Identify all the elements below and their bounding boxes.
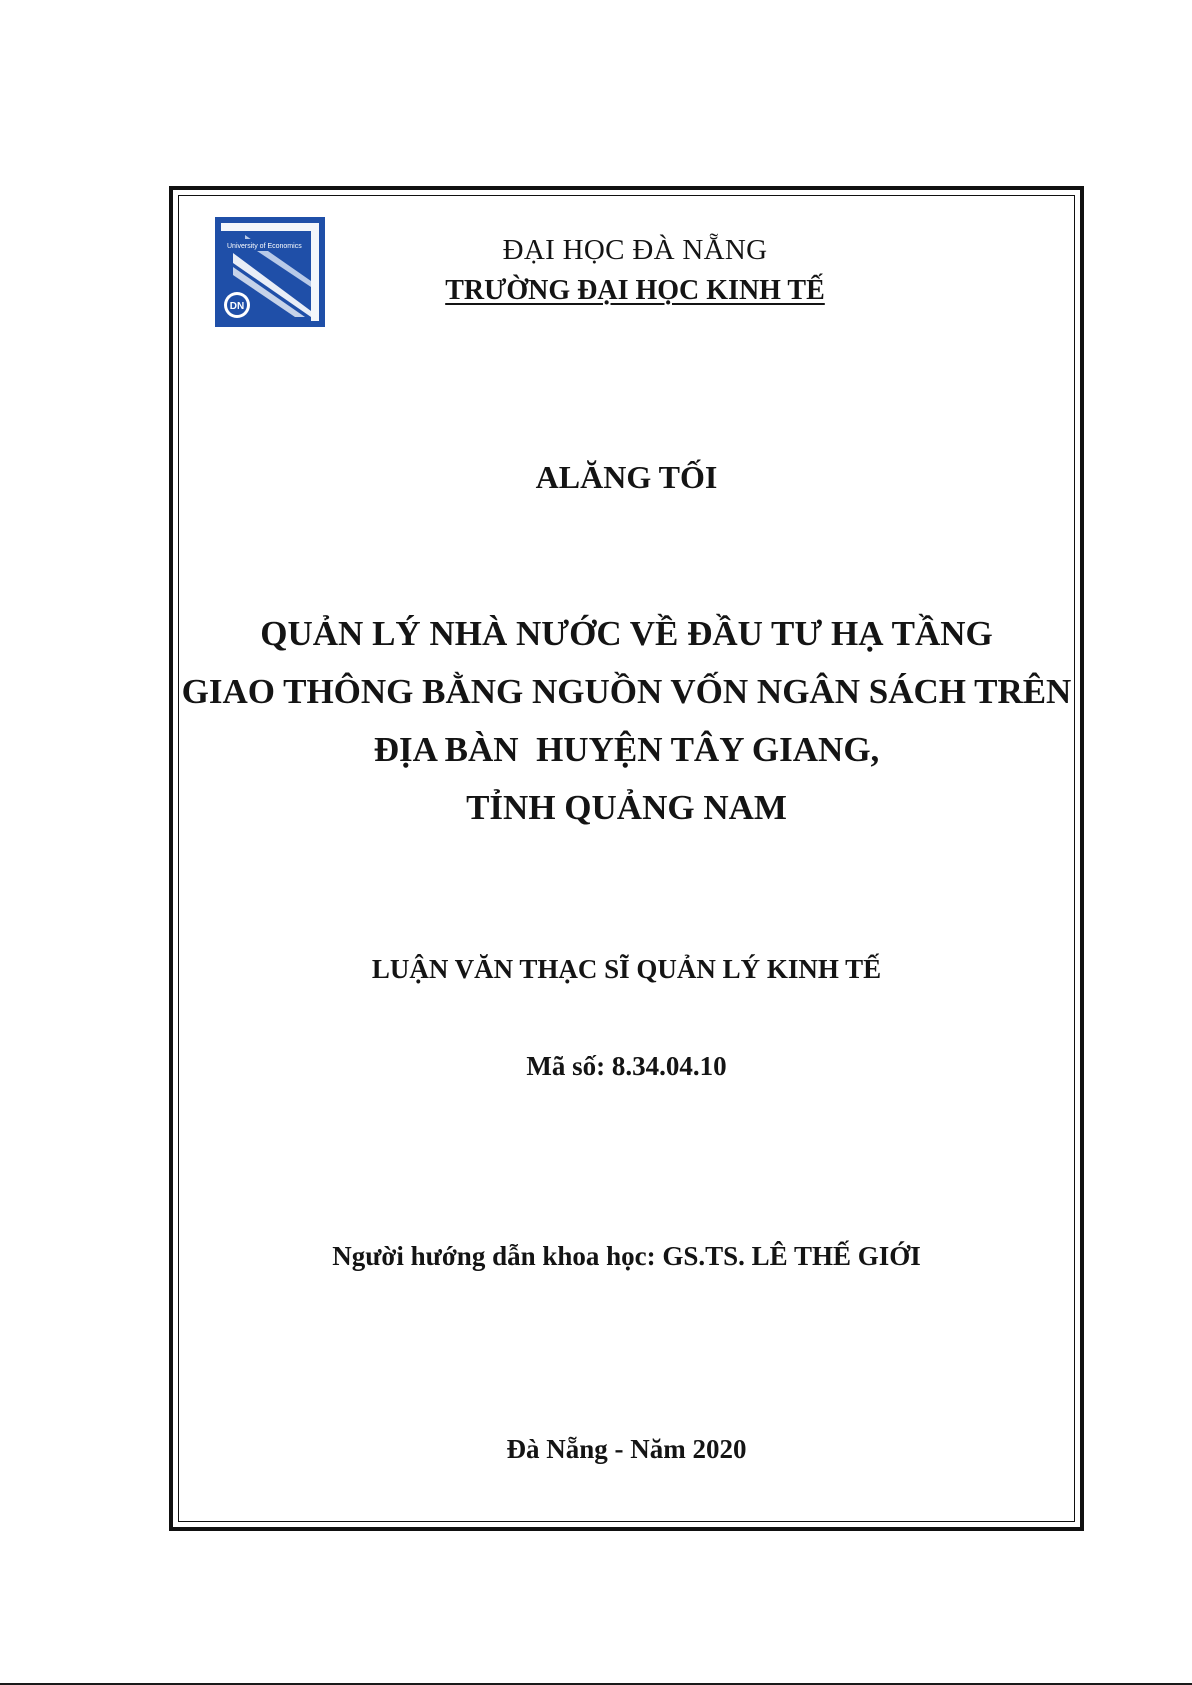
thesis-title-line-2: GIAO THÔNG BẰNG NGUỒN VỐN NGÂN SÁCH TRÊN [181,672,1072,711]
thesis-title-line-1: QUẢN LÝ NHÀ NƯỚC VỀ ĐẦU TƯ HẠ TẦNG [260,614,993,653]
logo-text: University of Economics [227,243,302,250]
author-name: ALĂNG TỐI [535,459,718,495]
cover-border [169,186,1084,1531]
thesis-title-line-3: ĐỊA BÀN HUYỆN TÂY GIANG, [373,730,880,769]
place-and-year: Đà Nẵng - Năm 2020 [506,1434,747,1464]
school-name-text: TRƯỜNG ĐẠI HỌC KINH TẾ [445,275,825,306]
cover-inner-border [178,195,1075,1522]
university-of-economics-logo-icon [215,217,325,327]
logo-emblem: DN [229,301,245,312]
major-code: Mã số: 8.34.04.10 [526,1051,727,1081]
scientific-advisor: Người hướng dẫn khoa học: GS.TS. LÊ THẾ GIỚI [332,1241,921,1271]
school-name [400,275,870,307]
university-name: ĐẠI HỌC ĐÀ NẴNG [502,234,768,266]
thesis-title-line-4: TỈNH QUẢNG NAM [466,788,787,827]
degree-type: LUẬN VĂN THẠC SĨ QUẢN LÝ KINH TẾ [371,954,882,984]
